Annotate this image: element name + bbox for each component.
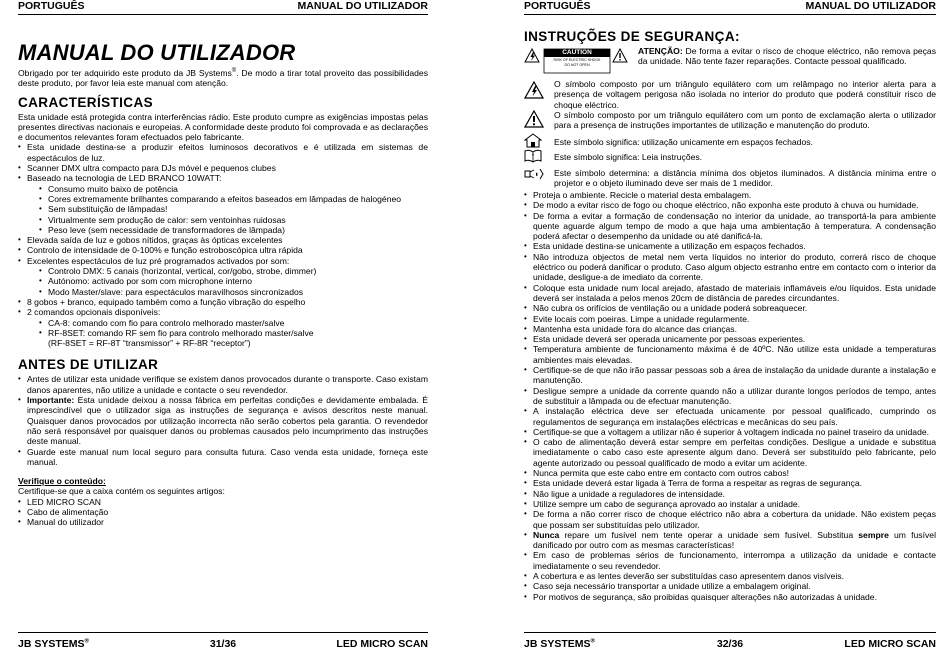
symbol-text: Este símbolo significa: Leia instruções. xyxy=(554,152,703,162)
list-item: • O cabo de alimentação deverá estar sempre em perfeitas condições. Desligue a unidade e substitua imediatamente o cabo caso este apresente algum dano. Deverá ser substituído pelo fabricante, pelo agente autorizado ou pessoal qualificado de modo a evitar um acidente. xyxy=(524,437,936,468)
footer-page-number: 32/36 xyxy=(716,638,744,650)
list-item: • A cobertura e as lentes deverão ser substituídas caso apresentem danos visíveis. xyxy=(524,571,936,581)
list-item: • Temperatura ambiente de funcionamento máxima é de 40ºC. Não utilize esta unidade a temperaturas ambientes mais elevadas. xyxy=(524,344,936,365)
contents-intro: Certifique-se que a caixa contém os seguintes artigos: xyxy=(18,486,225,497)
before-use-list xyxy=(18,374,428,467)
list-item: • De modo a evitar risco de fogo ou choque eléctrico, não exponha este produto à chuva ou humidade. xyxy=(524,200,936,210)
symbol-row-distance xyxy=(524,168,936,190)
exclamation-triangle-icon xyxy=(524,110,544,128)
list-item: • 2 comandos opcionais disponíveis: xyxy=(18,307,428,317)
house-icon xyxy=(524,133,542,148)
features-heading: CARACTERÍSTICAS xyxy=(18,94,154,110)
list-item: • De forma a evitar a formação de condensação no interior da unidade, ao transportá-la para ambiente quente aguarde algum tempo de modo a que haja uma ambientação à temperatura. A condensação poderá afectar o desempenho da unidade ou até danificá-la. xyxy=(524,211,936,242)
list-item: • Manual do utilizador xyxy=(18,517,428,527)
symbol-text: Este símbolo determina: a distância mínima dos objetos iluminados. A distância mínima entre o projetor e o objeto iluminado deve ser mais de 1 medidor. xyxy=(554,168,936,189)
symbol-row-lightning xyxy=(524,79,936,110)
list-item: • Proteja o ambiente. Recicle o material desta embalagem. xyxy=(524,190,936,200)
footer-product: LED MICRO SCAN xyxy=(844,638,936,650)
list-item: • De forma a não correr risco de choque eléctrico não abra a cobertura da unidade. Não existem peças que possam ser substituídas pelo utilizador. xyxy=(524,509,936,530)
list-item: • Cabo de alimentação xyxy=(18,507,428,517)
list-item: • CA-8: comando com fio para controlo melhorado master/salve xyxy=(18,318,428,328)
safety-list xyxy=(524,550,936,601)
left-page-body xyxy=(18,40,428,528)
symbol-text: O símbolo composto por um triângulo equilátero com um relâmpago no interior alerta para a presença de voltagem perigosa não isolada no interior do produto que poderá constituir risco de choque eléctrico. xyxy=(554,79,936,110)
list-item: (RF-8SET = RF-8T “transmissor” + RF-8R “receptor”) xyxy=(48,338,251,349)
list-item: • Em caso de problemas sérios de funcionamento, interrompa a utilização da unidade e contacte imediatamente o seu revendedor. xyxy=(524,550,936,571)
list-item: • Por motivos de segurança, são proibidas quaisquer alterações não autorizadas à unidade. xyxy=(524,592,936,602)
footer-brand: JB SYSTEMS® xyxy=(18,638,89,650)
contents-list xyxy=(18,497,428,528)
header-rule xyxy=(524,14,936,15)
footer-brand: JB SYSTEMS® xyxy=(524,638,595,650)
list-item: • Esta unidade deverá estar ligada à Terra de forma a respeitar as regras de segurança. xyxy=(524,478,936,488)
caution-label-line1: CAUTION xyxy=(562,49,592,56)
list-item: • Caso seja necessário transportar a unidade utilize a embalagem original. xyxy=(524,581,936,591)
list-item: • Excelentes espectáculos de luz pré programados activados por som: xyxy=(18,256,428,266)
intro-paragraph: Obrigado por ter adquirido este produto da JB Systems®. De modo a tirar total proveito das possibilidades deste produto, por favor leia este manual com atenção. xyxy=(18,68,428,89)
footer-product: LED MICRO SCAN xyxy=(336,638,428,650)
list-item: • Sem substituição de lâmpadas! xyxy=(18,204,428,214)
list-item: • Consumo muito baixo de potência xyxy=(18,184,428,194)
page-title: MANUAL DO UTILIZADOR xyxy=(18,40,296,65)
list-item: • Controlo de intensidade de 0-100% e função estroboscópica ultra rápida xyxy=(18,245,428,255)
list-item: • RF-8SET: comando RF sem fio para controlo melhorado master/salve xyxy=(18,328,428,338)
header-language: PORTUGUÊS xyxy=(524,0,591,12)
list-item: • Modo Master/slave: para espectáculos maravilhosos sincronizados xyxy=(18,287,428,297)
footer-rule xyxy=(18,632,428,633)
symbol-text: Este símbolo significa: utilização unicamente em espaços fechados. xyxy=(554,137,813,147)
left-page-footer xyxy=(18,638,428,652)
list-item: • Nunca repare um fusível nem tente operar a unidade sem fusível. Substitua sempre um fusível danificado por outro com as mesmas características! xyxy=(524,530,936,551)
safety-list xyxy=(524,190,936,530)
footer-rule xyxy=(524,632,936,633)
right-page-footer xyxy=(524,638,936,652)
list-item: • LED MICRO SCAN xyxy=(18,497,428,507)
features-list xyxy=(18,142,428,348)
list-item: • Não cubra os orifícios de ventilação ou a unidade poderá sobreaquecer. xyxy=(524,303,936,313)
caution-label-line3: DO NOT OPEN xyxy=(564,63,590,67)
features-paragraph: Esta unidade está protegida contra interferências rádio. Este produto cumpre as exigências impostas pelas presentes directivas nacionais e europeias. A conformidade deste produto foi comprovada e as declarações e documentos relevantes foram efectuados pelo fabricante. xyxy=(18,111,428,143)
list-item: • Importante: Esta unidade deixou a nossa fábrica em perfeitas condições e devidamente embalada. É imprescindível que o utilizador siga as instruções de segurança e avisos descritos neste manual. Quaisquer danos provocados por utilização incorrecta não serão cobertos pela garantia. O revendedor não será responsável por quaisquer danos ou problemas causados pelo incumprimento das instruções deste manual. xyxy=(18,395,428,446)
list-item: • 8 gobos + branco, equipado também como a função vibração do espelho xyxy=(18,297,428,307)
before-use-heading: ANTES DE UTILIZAR xyxy=(18,357,159,373)
list-item: • Esta unidade deverá ser operada unicamente por pessoas experientes. xyxy=(524,334,936,344)
list-item: • Certifique-se que a voltagem a utilizar não é superior à voltagem indicada no painel traseiro da unidade. xyxy=(524,427,936,437)
contents-heading: Verifique o conteúdo: xyxy=(18,476,106,487)
left-page-header xyxy=(18,0,428,14)
list-item: • Virtualmente sem produção de calor: sem ventoinhas ruidosas xyxy=(18,215,428,225)
symbol-row-indoor xyxy=(524,135,936,150)
header-rule xyxy=(18,14,428,15)
list-item: • Mantenha esta unidade fora do alcance das crianças. xyxy=(524,324,936,334)
list-item: • Coloque esta unidade num local arejado, afastado de materiais inflamáveis e/ou líquidos. Esta unidade deverá ser instalada a pelos menos 20cm de distância de paredes circundantes. xyxy=(524,283,936,304)
list-item: • Não ligue a unidade a reguladores de intensidade. xyxy=(524,489,936,499)
lightning-triangle-icon xyxy=(524,81,544,99)
list-item: • Baseado na tecnologia de LED BRANCO 10WATT: xyxy=(18,173,428,183)
list-item: • Nunca permita que este cabo entre em contacto com outros cabos! xyxy=(524,468,936,478)
list-item: • Peso leve (sem necessidade de transformadores de lâmpada) xyxy=(18,225,428,235)
list-item: • Scanner DMX ultra compacto para DJs móvel e pequenos clubes xyxy=(18,163,428,173)
safety-title: INSTRUÇÕES DE SEGURANÇA: xyxy=(524,29,740,44)
caution-label-line2: RISK OF ELECTRIC SHOCK xyxy=(553,58,601,62)
list-item: • Esta unidade destina-se a produzir efeitos luminosos decorativos e é utilizada em sistemas de espectáculos de luz. xyxy=(18,142,428,163)
list-item: • Controlo DMX: 5 canais (horizontal, vertical, cor/gobo, strobe, dimmer) xyxy=(18,266,428,276)
projector-distance-icon xyxy=(524,168,544,180)
header-manual-title: MANUAL DO UTILIZADOR xyxy=(297,0,428,12)
safety-list-fuse xyxy=(524,530,936,551)
list-item: • Elevada saída de luz e gobos nítidos, graças às ópticas excelentes xyxy=(18,235,428,245)
caution-block xyxy=(524,46,936,79)
list-item: • Autónomo: activado por som com microphone interno xyxy=(18,276,428,286)
list-item: • Utilize sempre um cabo de segurança aprovado ao instalar a unidade. xyxy=(524,499,936,509)
right-page-body xyxy=(524,29,936,602)
list-item: • Evite locais com poeiras. Limpe a unidade regularmente. xyxy=(524,314,936,324)
list-item: • A instalação eléctrica deve ser efectuada unicamente por pessoal qualificado, cumprindo os regulamentos de segurança em instalações eléctricas e mecânicas do seu país. xyxy=(524,406,936,427)
list-item: • Antes de utilizar esta unidade verifique se existem danos provocados durante o transporte. Caso existam danos aparentes, não utilize a unidade e contacte o seu revendedor. xyxy=(18,374,428,395)
book-icon xyxy=(524,149,542,163)
left-page xyxy=(18,0,428,654)
attention-text: ATENÇÃO: De forma a evitar o risco de choque eléctrico, não remova peças da unidade. Não tente fazer reparações. Contacte pessoal qualificado. xyxy=(638,46,936,67)
header-language: PORTUGUÊS xyxy=(18,0,85,12)
list-item: • Cores extremamente brilhantes comparando a efeitos baseados em lâmpadas de halogéneo xyxy=(18,194,428,204)
footer-page-number: 31/36 xyxy=(209,638,237,650)
right-page xyxy=(524,0,936,654)
symbol-row-read xyxy=(524,150,936,165)
right-page-header xyxy=(524,0,936,14)
list-item: • Certifique-se de que não irão passar pessoas sob a área de instalação da unidade durante a instalação e manutenção. xyxy=(524,365,936,386)
header-manual-title: MANUAL DO UTILIZADOR xyxy=(805,0,936,12)
list-item: • Esta unidade destina-se unicamente a utilização em espaços fechados. xyxy=(524,241,936,251)
list-item: • Guarde este manual num local seguro para consulta futura. Caso venda esta unidade, forneça este manual. xyxy=(18,447,428,468)
symbol-text: O símbolo composto por um triângulo equilátero com um ponto de exclamação alerta o utilizador para a presença de instruções importantes de utilização e manutenção do produto. xyxy=(554,110,936,131)
symbol-row-exclamation xyxy=(524,110,936,135)
list-item: • Desligue sempre a unidade da corrente quando não a utilizar durante longos períodos de tempo, antes de substituir a lâmpada ou de efectuar manutenção. xyxy=(524,386,936,407)
list-item: • Não introduza objectos de metal nem verta líquidos no interior do produto, correrá risco de choque eléctrico ou poderá danificar o produto. Caso algum objecto estranho entre em contacto com o interior da unidade, desligue-a de imediato da corrente. xyxy=(524,252,936,283)
